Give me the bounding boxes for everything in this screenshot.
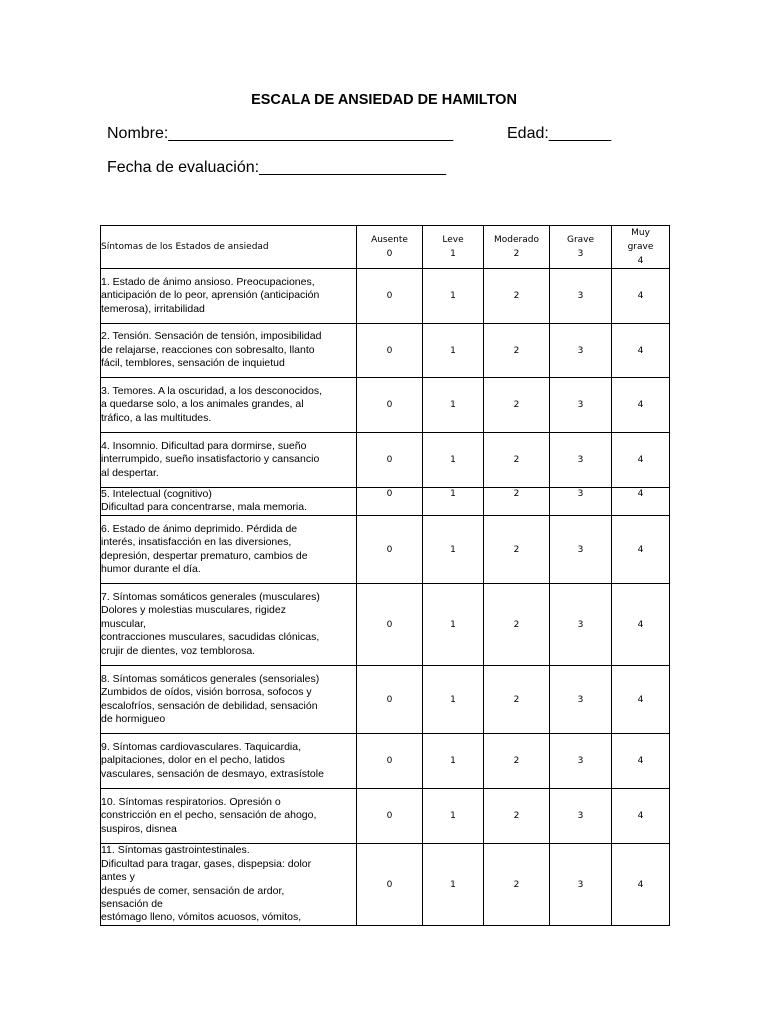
score-cell[interactable]: 1 xyxy=(423,516,484,584)
score-cell[interactable]: 0 xyxy=(357,378,423,433)
score-cell[interactable]: 1 xyxy=(423,666,484,734)
score-cell[interactable]: 1 xyxy=(423,789,484,844)
anxiety-scale-table xyxy=(100,225,670,926)
symptom-text-line: tráfico, a las multitudes. xyxy=(101,411,212,424)
score-cell[interactable]: 3 xyxy=(550,488,612,516)
symptom-text-line: anticipación de lo peor, aprensión (anticipación xyxy=(101,289,320,302)
column-header-line: grave xyxy=(627,242,654,252)
score-cell[interactable]: 0 xyxy=(357,789,423,844)
symptom-column-header: Síntomas de los Estados de ansiedad xyxy=(101,226,357,269)
symptom-text-line: 3. Temores. A la oscuridad, a los desconocidos, xyxy=(101,384,323,397)
score-cell[interactable]: 2 xyxy=(484,269,550,324)
score-cell[interactable]: 0 xyxy=(357,844,423,926)
symptom-text-line: fácil, temblores, sensación de inquietud xyxy=(101,357,285,370)
symptom-cell xyxy=(101,324,357,378)
symptom-text-line: de relajarse, reacciones con sobresalto, llanto xyxy=(101,343,315,356)
score-cell[interactable]: 4 xyxy=(612,734,670,789)
score-cell[interactable]: 4 xyxy=(612,324,670,378)
symptom-text-line: sensación de xyxy=(101,897,163,910)
score-cell[interactable]: 4 xyxy=(612,584,670,666)
symptom-text-line: interrumpido, sueño insatisfactorio y cansancio xyxy=(101,453,320,466)
symptom-cell xyxy=(101,734,357,789)
table-row xyxy=(101,734,670,789)
symptom-text-line: escalofríos, sensación de debilidad, sensación xyxy=(101,699,318,712)
symptom-text-line: depresión, despertar prematuro, cambios de xyxy=(101,549,308,562)
score-cell[interactable]: 4 xyxy=(612,666,670,734)
symptom-text-line: interés, insatisfacción en las diversiones, xyxy=(101,536,292,549)
score-cell[interactable]: 4 xyxy=(612,378,670,433)
table-row xyxy=(101,269,670,324)
symptom-text-line: temerosa), irritabilidad xyxy=(101,302,205,315)
score-cell[interactable]: 3 xyxy=(550,666,612,734)
score-cell[interactable]: 2 xyxy=(484,488,550,516)
score-cell[interactable]: 0 xyxy=(357,324,423,378)
table-row xyxy=(101,378,670,433)
column-header-line: Grave xyxy=(566,235,595,245)
symptom-cell xyxy=(101,378,357,433)
symptom-text-line: Dificultad para tragar, gases, dispepsia: dolor xyxy=(101,857,312,870)
table-row xyxy=(101,324,670,378)
score-cell[interactable]: 3 xyxy=(550,734,612,789)
column-header-ausente xyxy=(357,226,423,269)
score-cell[interactable]: 0 xyxy=(357,584,423,666)
score-cell[interactable]: 2 xyxy=(484,584,550,666)
table-row xyxy=(101,433,670,488)
symptom-text-line: 4. Insomnio. Dificultad para dormirse, sueño xyxy=(101,439,307,452)
column-header-line: 1 xyxy=(450,249,456,259)
score-cell[interactable]: 4 xyxy=(612,516,670,584)
score-cell[interactable]: 1 xyxy=(423,269,484,324)
score-cell[interactable]: 4 xyxy=(612,844,670,926)
score-cell[interactable]: 4 xyxy=(612,789,670,844)
score-cell[interactable]: 3 xyxy=(550,516,612,584)
score-cell[interactable]: 4 xyxy=(612,488,670,516)
column-header-line: Muy xyxy=(631,228,650,238)
document-title: ESCALA DE ANSIEDAD DE HAMILTON xyxy=(251,92,517,108)
column-header-line: 3 xyxy=(577,249,584,259)
symptom-cell xyxy=(101,584,357,666)
symptom-text-line: 5. Intelectual (cognitivo) xyxy=(101,488,212,500)
score-cell[interactable]: 2 xyxy=(484,789,550,844)
symptom-text-line: antes y xyxy=(101,871,135,884)
score-cell[interactable]: 1 xyxy=(423,324,484,378)
symptom-cell xyxy=(101,269,357,324)
column-header-muy-grave xyxy=(612,226,670,269)
symptom-text-line: 1. Estado de ánimo ansioso. Preocupaciones, xyxy=(101,275,315,288)
score-cell[interactable]: 4 xyxy=(612,433,670,488)
symptom-cell xyxy=(101,488,357,516)
symptom-cell xyxy=(101,666,357,734)
symptom-cell xyxy=(101,433,357,488)
table-row xyxy=(101,789,670,844)
symptom-cell xyxy=(101,789,357,844)
symptom-cell xyxy=(101,844,357,926)
score-cell[interactable]: 3 xyxy=(550,584,612,666)
column-header-grave xyxy=(550,226,612,269)
symptom-text-line: muscular, xyxy=(101,617,146,630)
table-row xyxy=(101,584,670,666)
edad-field[interactable]: Edad:_______ xyxy=(507,125,612,142)
column-header-leve xyxy=(423,226,484,269)
score-cell[interactable]: 3 xyxy=(550,844,612,926)
score-cell[interactable]: 0 xyxy=(357,269,423,324)
column-header-line: 4 xyxy=(637,256,644,266)
score-cell[interactable]: 0 xyxy=(357,666,423,734)
symptom-text-line: contracciones musculares, sacudidas clónicas, xyxy=(101,631,320,644)
symptom-text-line: 8. Síntomas somáticos generales (sensoriales) xyxy=(101,672,320,685)
score-cell[interactable]: 2 xyxy=(484,844,550,926)
table-row xyxy=(101,516,670,584)
symptom-text-line: después de comer, sensación de ardor, xyxy=(101,884,285,897)
symptom-text-line: 10. Síntomas respiratorios. Opresión o xyxy=(101,795,281,808)
symptom-text-line: a quedarse solo, a los animales grandes, al xyxy=(101,398,304,411)
symptom-text-line: humor durante el día. xyxy=(101,562,201,575)
score-cell[interactable]: 0 xyxy=(357,433,423,488)
symptom-text-line: 11. Síntomas gastrointestinales. xyxy=(101,844,250,857)
score-cell[interactable]: 3 xyxy=(550,269,612,324)
score-cell[interactable]: 0 xyxy=(357,734,423,789)
symptom-text-line: 2. Tensión. Sensación de tensión, imposibilidad xyxy=(101,330,322,343)
column-header-line: Ausente xyxy=(371,235,408,245)
column-header-line: 2 xyxy=(513,249,520,259)
table-row xyxy=(101,488,670,516)
symptom-text-line: vasculares, sensación de desmayo, extrasístole xyxy=(101,767,324,780)
score-cell[interactable]: 2 xyxy=(484,378,550,433)
symptom-text-line: palpitaciones, dolor en el pecho, latidos xyxy=(101,754,285,767)
symptom-text-line: constricción en el pecho, sensación de ahogo, xyxy=(101,809,317,822)
symptom-text-line: 6. Estado de ánimo deprimido. Pérdida de xyxy=(101,522,298,535)
score-cell[interactable]: 1 xyxy=(423,734,484,789)
score-cell[interactable]: 0 xyxy=(357,516,423,584)
table-body xyxy=(101,269,670,926)
score-cell[interactable]: 4 xyxy=(612,269,670,324)
symptom-text-line: 9. Síntomas cardiovasculares. Taquicardia, xyxy=(101,740,301,753)
score-cell[interactable]: 3 xyxy=(550,324,612,378)
score-cell[interactable]: 3 xyxy=(550,789,612,844)
symptom-cell xyxy=(101,516,357,584)
column-header-line: 0 xyxy=(386,249,393,259)
nombre-field[interactable]: Nombre:________________________________ xyxy=(107,125,454,142)
score-cell[interactable]: 1 xyxy=(423,433,484,488)
symptom-text-line: al despertar. xyxy=(101,466,159,479)
score-cell[interactable]: 1 xyxy=(423,584,484,666)
symptom-text-line: estómago lleno, vómitos acuosos, vómitos, xyxy=(101,911,302,924)
score-cell[interactable]: 0 xyxy=(357,488,423,516)
table-row xyxy=(101,844,670,926)
symptom-text-line: Dolores y molestias musculares, rigidez xyxy=(101,604,286,617)
score-cell[interactable]: 1 xyxy=(423,844,484,926)
symptom-text-line: Dificultad para concentrarse, mala memoria. xyxy=(101,501,308,514)
table-row xyxy=(101,666,670,734)
score-cell[interactable]: 2 xyxy=(484,433,550,488)
score-cell[interactable]: 2 xyxy=(484,666,550,734)
score-cell[interactable]: 2 xyxy=(484,516,550,584)
column-header-moderado xyxy=(484,226,550,269)
symptom-text-line: suspiros, disnea xyxy=(101,822,177,835)
symptom-text-line: crujir de dientes, voz temblorosa. xyxy=(101,644,256,657)
fecha-evaluacion-field[interactable]: Fecha de evaluación:_____________________ xyxy=(107,159,446,176)
table-header-row xyxy=(101,226,670,269)
score-cell[interactable]: 2 xyxy=(484,734,550,789)
symptom-text-line: de hormigueo xyxy=(101,712,166,725)
score-cell[interactable]: 1 xyxy=(423,488,484,516)
symptom-text-line: Zumbidos de oídos, visión borrosa, sofocos y xyxy=(101,686,312,699)
column-header-line: Leve xyxy=(442,235,464,245)
symptom-text-line: 7. Síntomas somáticos generales (musculares) xyxy=(101,590,320,603)
score-cell[interactable]: 3 xyxy=(550,378,612,433)
score-cell[interactable]: 3 xyxy=(550,433,612,488)
column-header-line: Moderado xyxy=(494,235,539,245)
score-cell[interactable]: 2 xyxy=(484,324,550,378)
score-cell[interactable]: 1 xyxy=(423,378,484,433)
